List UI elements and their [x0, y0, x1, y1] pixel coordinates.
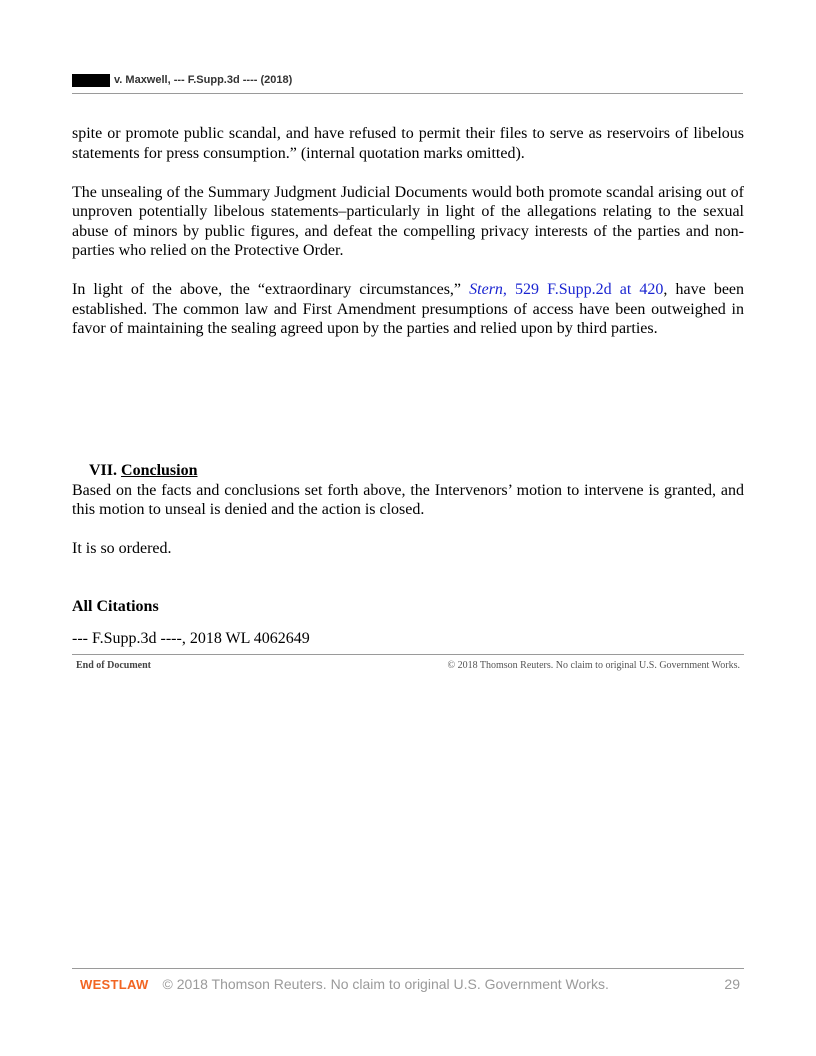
all-citations [72, 597, 744, 648]
section-title: Conclusion [121, 462, 198, 479]
paragraph: Based on the facts and conclusions set forth above, the Intervenors’ motion to intervene is granted, and this motion to unseal is denied and the action is closed. [72, 481, 744, 518]
cite-case-name: Stern [469, 281, 503, 298]
paragraph-text: In light of the above, the “extraordinary circumstances,” [72, 281, 470, 298]
end-of-document-copyright: © 2018 Thomson Reuters. No claim to original U.S. Government Works. [447, 660, 740, 671]
paragraph: spite or promote public scandal, and have refused to permit their files to serve as reservoirs of libelous statements for press consumption.” (internal quotation marks omitted). [72, 125, 744, 162]
section-number: VII. [89, 462, 118, 479]
end-of-document-label: End of Document [76, 660, 152, 671]
case-citation-link[interactable] [469, 281, 663, 298]
redaction-block [72, 74, 110, 87]
end-of-document [72, 654, 744, 671]
paragraph: The unsealing of the Summary Judgment Judicial Documents would both promote scandal arising out of unproven potentially libelous statements–particularly in light of the allegations relating to the sexual abuse of minors by public figures, and defeat the compelling privacy interests of the parties and non-parties who relied on the Protective Order. [72, 183, 744, 259]
footer-copyright: © 2018 Thomson Reuters. No claim to original U.S. Government Works. [162, 976, 609, 992]
paragraph: It is so ordered. [72, 540, 172, 557]
citations-title: All Citations [72, 598, 159, 615]
section-heading [72, 461, 744, 481]
page-number: 29 [724, 976, 740, 992]
paragraph [72, 280, 744, 339]
running-header [72, 74, 743, 94]
paragraph-text: , have been established. The common law and First Amendment presumptions of access have been outweighed in favor of maintaining the sealing agreed upon by the parties and relied upon by third parties. [72, 281, 745, 337]
opinion-body [72, 124, 744, 358]
citations-value: --- F.Supp.3d ----, 2018 WL 4062649 [72, 629, 310, 647]
conclusion-section [72, 461, 744, 559]
westlaw-logo: WESTLAW [80, 976, 149, 992]
cite-reporter: , 529 F.Supp.2d at 420 [502, 281, 664, 298]
case-title: v. Maxwell, --- F.Supp.3d ---- (2018) [114, 74, 293, 86]
page-footer [72, 968, 744, 992]
